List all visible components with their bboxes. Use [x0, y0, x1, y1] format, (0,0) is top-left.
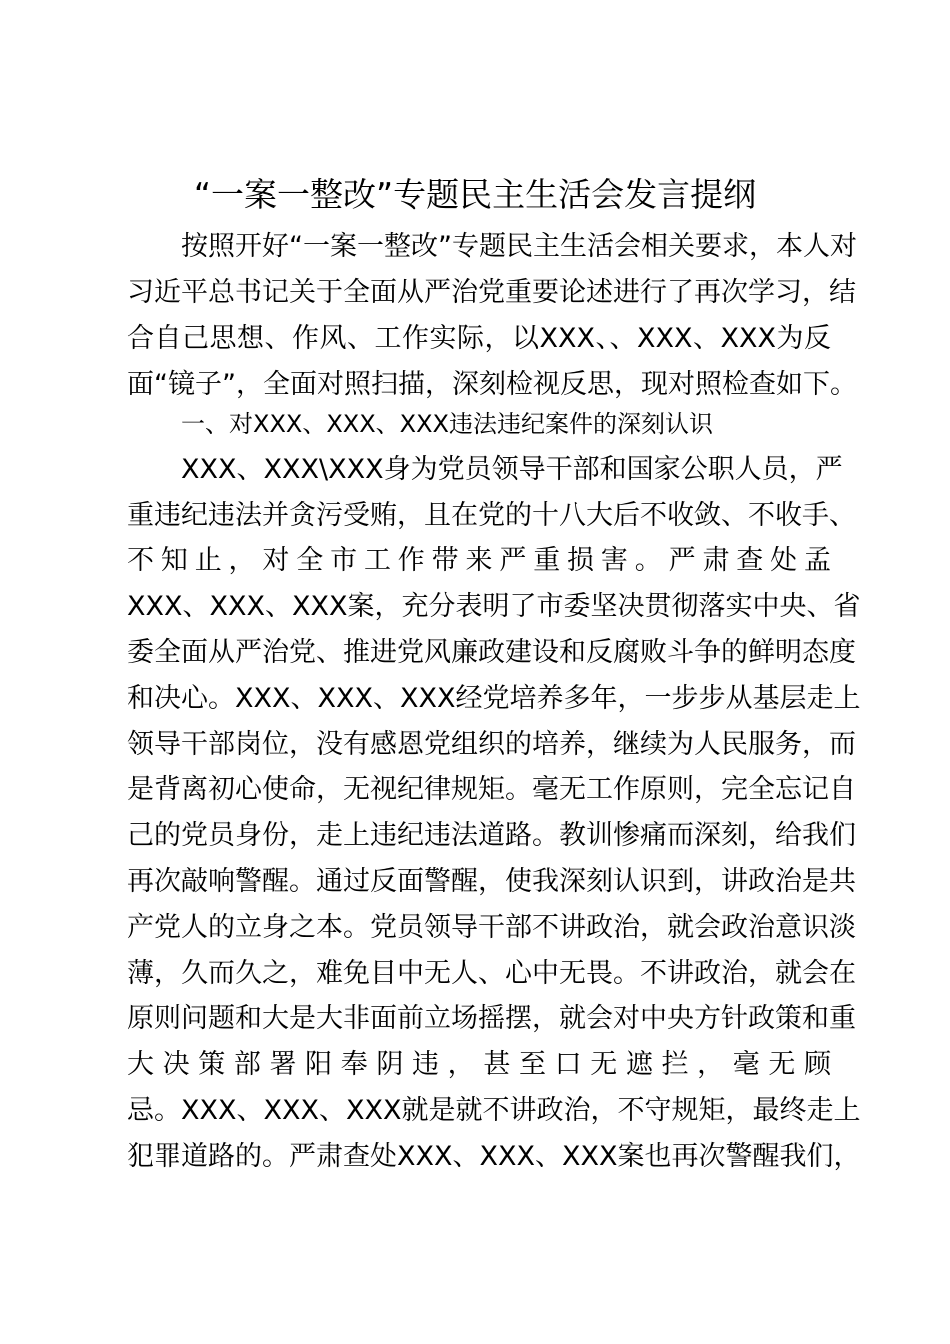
body-line: XXX、XXX、XXX案，充分表明了市委坚决贯彻落实中央、省: [127, 591, 861, 622]
body-line: 忌。XXX、XXX、XXX就是就不讲政治，不守规矩，最终走上: [127, 1095, 861, 1126]
body-line: 合自己思想、作风、工作实际，以XXX、、XXX、XXX为反: [127, 323, 831, 354]
body-line: 按照开好“一案一整改”专题民主生活会相关要求，本人对: [181, 231, 857, 262]
section-heading: 一、对XXX、XXX、XXX违法违纪案件的深刻认识: [181, 410, 713, 438]
body-line: 面“镜子”，全面对照扫描，深刻检视反思，现对照检查如下。: [127, 369, 857, 400]
body-line: XXX、XXX\XXX身为党员领导干部和国家公职人员，严: [181, 454, 843, 485]
document-title: “一案一整改”专题民主生活会发言提纲: [193, 175, 757, 214]
body-line: 犯罪道路的。严肃查处XXX、XXX、XXX案也再次警醒我们，: [127, 1141, 861, 1172]
body-line: 重违纪违法并贪污受贿，且在党的十八大后不收敛、不收手、: [127, 500, 856, 531]
body-line: 习近平总书记关于全面从严治党重要论述进行了再次学习，结: [127, 277, 856, 308]
body-line: 再次敲响警醒。通过反面警醒，使我深刻认识到，讲政治是共: [127, 866, 856, 897]
body-line: 己的党员身份，走上违纪违法道路。教训惨痛而深刻，给我们: [127, 820, 856, 851]
body-line: 领导干部岗位，没有感恩党组织的培养，继续为人民服务，而: [127, 729, 856, 760]
body-line: 是背离初心使命，无视纪律规矩。毫无工作原则，完全忘记自: [127, 774, 856, 805]
body-line: 产党人的立身之本。党员领导干部不讲政治，就会政治意识淡: [127, 912, 856, 943]
body-line: 委全面从严治党、推进党风廉政建设和反腐败斗争的鲜明态度: [127, 637, 856, 668]
body-line: 大决策部署阳奉阴违，甚至口无遮拦，毫无顾: [127, 1049, 831, 1080]
body-line: 和决心。XXX、XXX、XXX经党培养多年，一步步从基层走上: [127, 683, 861, 714]
body-line: 不知止，对全市工作带来严重损害。严肃查处孟: [127, 545, 831, 576]
body-line: 薄，久而久之，难免目中无人、心中无畏。不讲政治，就会在: [127, 958, 856, 989]
body-line: 原则问题和大是大非面前立场摇摆，就会对中央方针政策和重: [127, 1003, 856, 1034]
